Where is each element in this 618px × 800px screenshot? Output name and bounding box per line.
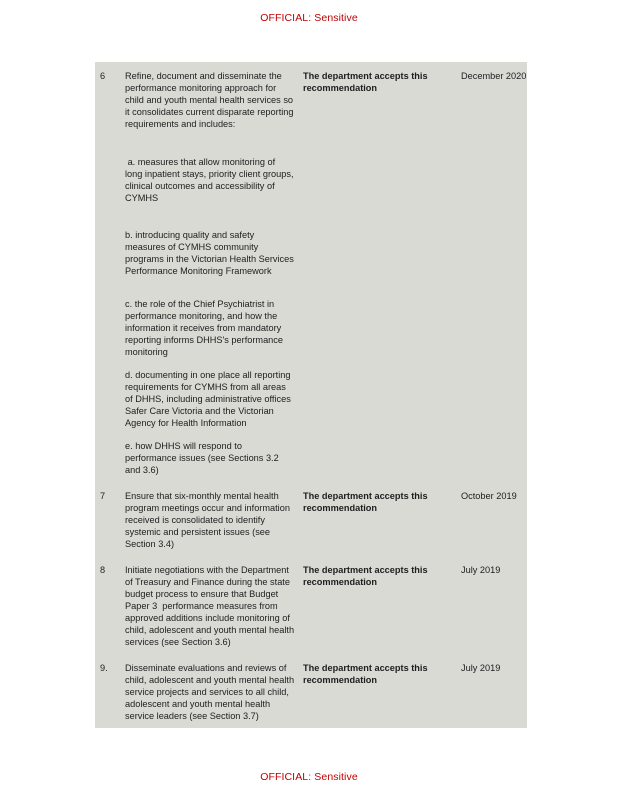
department-response: The department accepts this recommendation [303, 71, 428, 93]
recommendation-paragraph: b. introducing quality and safety measures of CYMHS community programs in the Victorian Health Services Performance Monitoring Framework [125, 230, 297, 276]
target-date: July 2019 [461, 663, 501, 673]
recommendations-table [95, 62, 527, 728]
classification-header: OFFICIAL: Sensitive [260, 12, 358, 24]
recommendation-paragraph: d. documenting in one place all reporting requirements for CYMHS from all areas of DHHS, including administrative offices Safer Care Victoria and the Victorian Agency for Health Information [125, 370, 294, 428]
recommendation-text [125, 70, 303, 476]
department-response: The department accepts this recommendation [303, 565, 428, 587]
recommendation-paragraph: Initiate negotiations with the Department of Treasury and Finance during the state budget process to ensure that Budget Paper 3 performance measures from approved additions include monitoring of child, adolescent and youth mental health services (see Section 3.6) [125, 565, 297, 647]
recommendation-paragraph: Disseminate evaluations and reviews of child, adolescent and youth mental health service projects and services to all child, adolescent and youth mental health service leaders (see Section 3.7) [125, 663, 297, 721]
recommendation-text [125, 564, 303, 648]
target-date: December 2020 [461, 71, 527, 81]
target-date: October 2019 [461, 491, 517, 501]
recommendation-paragraph: e. how DHHS will respond to performance issues (see Sections 3.2 and 3.6) [125, 441, 282, 475]
row-number: 9. [100, 663, 108, 673]
row-number: 6 [100, 71, 106, 81]
department-response: The department accepts this recommendation [303, 491, 428, 513]
recommendation-paragraph: c. the role of the Chief Psychiatrist in performance monitoring, and how the information it receives from mandatory reporting informs DHHS's performance monitoring [125, 299, 286, 357]
recommendation-paragraph: Refine, document and disseminate the performance monitoring approach for child and youth mental health services so it consolidates current disparate reporting requirements and includes: [125, 71, 297, 129]
recommendation-text [125, 662, 303, 722]
row-number: 7 [100, 491, 106, 501]
row-number: 8 [100, 565, 106, 575]
table-row-recommendation-9 [100, 662, 522, 722]
recommendation-paragraph: a. measures that allow monitoring of long inpatient stays, priority client groups, clinical outcomes and accessibility of CYMHS [125, 157, 297, 203]
department-response: The department accepts this recommendation [303, 663, 428, 685]
recommendation-paragraph: Ensure that six-monthly mental health program meetings occur and information received is consolidated to identify systemic and persistent issues (see Section 3.4) [125, 491, 293, 549]
recommendation-text [125, 490, 303, 550]
table-row-recommendation-7 [100, 490, 522, 550]
table-row-recommendation-8 [100, 564, 522, 648]
classification-footer: OFFICIAL: Sensitive [260, 771, 358, 783]
table-row-recommendation-6 [100, 70, 527, 476]
target-date: July 2019 [461, 565, 501, 575]
